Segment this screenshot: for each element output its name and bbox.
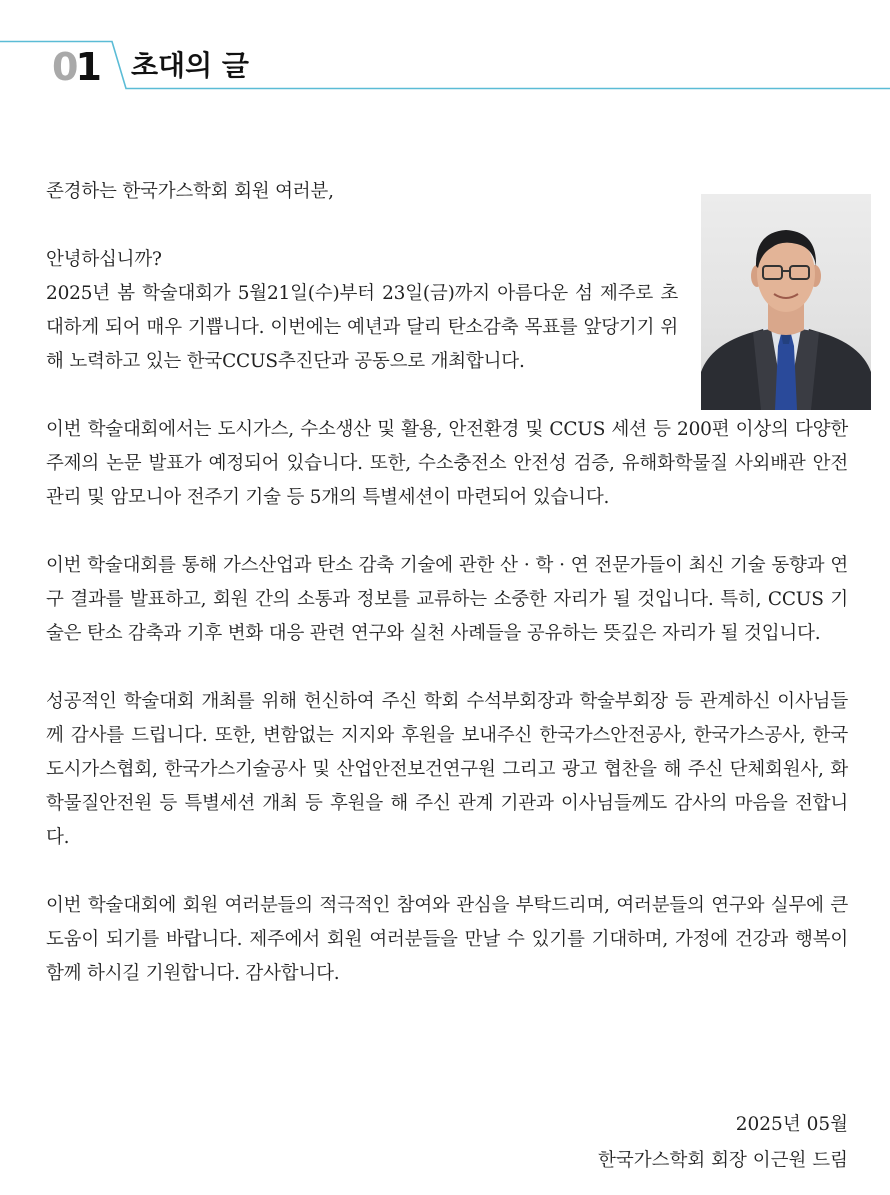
- signature-name: 한국가스학회 회장 이근원 드림: [598, 1150, 848, 1171]
- closing-paragraph: 이번 학술대회에 회원 여러분들의 적극적인 참여와 관심을 부탁드리며, 여러분들의 연구와 실무에 큰 도움이 되기를 바랍니다. 제주에서 회원 여러분들을 만날 수 있기를 기대하며, 가정에 건강과 행복이 함께 하시길 기원합니다. 감사합니다.: [46, 895, 848, 984]
- section-title: 초대의 글: [131, 49, 249, 82]
- section-number: [52, 44, 99, 90]
- intro-paragraph-block: [46, 243, 678, 379]
- letter-body: [46, 175, 848, 991]
- intro-greeting-line: 안녕하십니까?: [46, 249, 162, 270]
- intro-paragraph: 2025년 봄 학술대회가 5월21일(수)부터 23일(금)까지 아름다운 섬 제주로 초대하게 되어 매우 기쁩니다. 이번에는 예년과 달리 탄소감축 목표를 앞당기기 위해 노력하고 있는 한국CCUS추진단과 공동으로 개최합니다.: [46, 283, 678, 372]
- signature-block: [598, 1107, 848, 1179]
- purpose-paragraph: 이번 학술대회를 통해 가스산업과 탄소 감축 기술에 관한 산 · 학 · 연 전문가들이 최신 기술 동향과 연구 결과를 발표하고, 회원 간의 소통과 정보를 교류하는 소중한 자리가 될 것입니다. 특히, CCUS 기술은 탄소 감축과 기후 변화 대응 관련 연구와 실천 사례들을 공유하는 뜻깊은 자리가 될 것입니다.: [46, 555, 848, 644]
- section-number-second: 1: [75, 45, 99, 89]
- greeting: 존경하는 한국가스학회 회원 여러분,: [46, 181, 334, 202]
- section-header: [0, 0, 890, 100]
- sessions-paragraph: 이번 학술대회에서는 도시가스, 수소생산 및 활용, 안전환경 및 CCUS 세션 등 200편 이상의 다양한 주제의 논문 발표가 예정되어 있습니다. 또한, 수소충전소 안전성 검증, 유해화학물질 사외배관 안전관리 및 암모니아 전주기 기술 등 5개의 특별세션이 마련되어 있습니다.: [46, 419, 848, 508]
- thanks-paragraph: 성공적인 학술대회 개최를 위해 헌신하여 주신 학회 수석부회장과 학술부회장 등 관계하신 이사님들께 감사를 드립니다. 또한, 변함없는 지지와 후원을 보내주신 한국가스안전공사, 한국가스공사, 한국도시가스협회, 한국가스기술공사 및 산업안전보건연구원 그리고 광고 협찬을 해 주신 단체회원사, 화학물질안전원 등 특별세션 개최 등 후원을 해 주신 관계 기관과 이사님들께도 감사의 마음을 전합니다.: [46, 691, 848, 848]
- section-number-first: 0: [52, 45, 76, 89]
- signature-date: 2025년 05월: [735, 1114, 848, 1135]
